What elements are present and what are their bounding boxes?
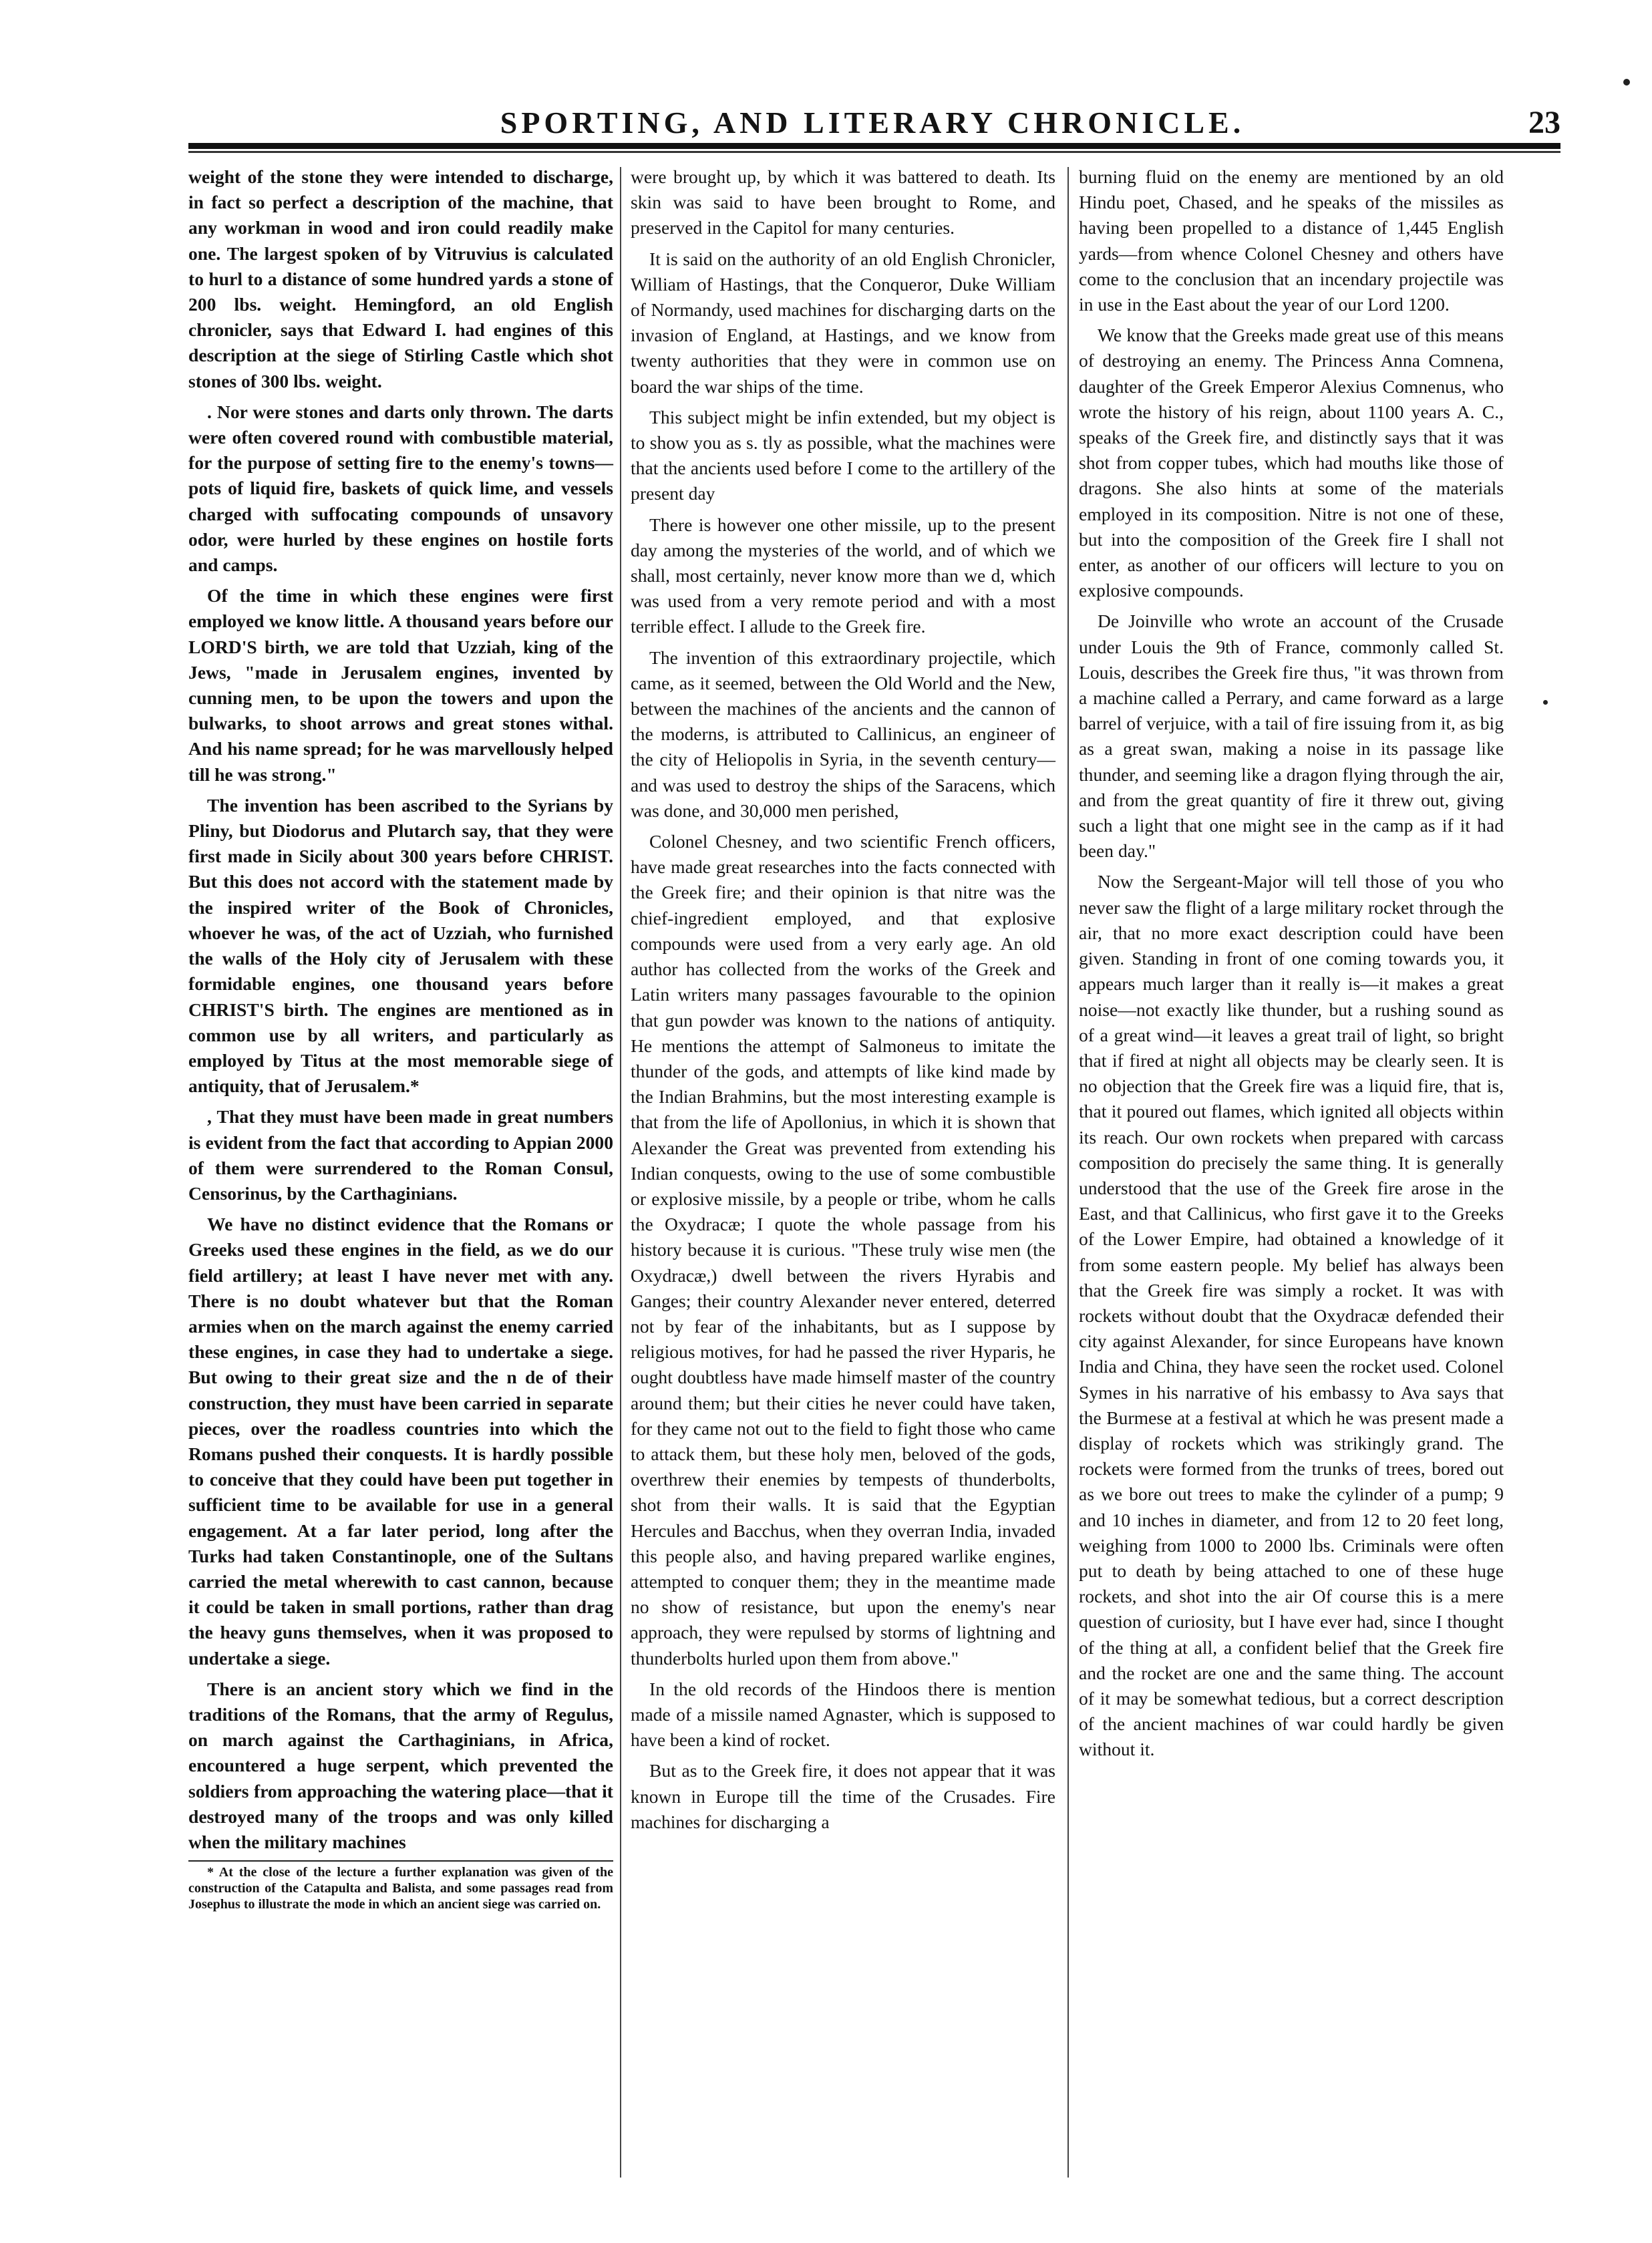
paragraph: Now the Sergeant-Major will tell those of you who never saw the flight of a large military rocket through the air, that no more exact description could have been given. Standing in front of one coming towards you, it appears much larger than it really is—it makes a great noise—not exactly like thunder, but a rushing sound as of a great wind—it leaves a great trail of light, so bright that if fired at night all objects may be clearly seen. It is no objection that the Greek fire was a liquid fire, that is, that it poured out flames, which ignited all objects within its reach. Our own rockets when prepared with carcass composition do precisely the same thing. It is generally understood that the use of the Greek fire arose in the East, and that Callinicus, who first gave it to the Greeks of the Lower Empire, had obtained a knowledge of it from some eastern people. My belief has always been that the Greek fire was simply a rocket. It was with rockets without doubt that the Oxydracæ defended their city against Alexander, for since Europeans have known India and China, they have seen the rocket used. Colonel Symes in his narrative of his embassy to Ava says that the Burmese at a festival at which he was present made a display of rockets which was strikingly grand. The rockets were formed from the trunks of trees, bored out as we bore out trees to make the cylinder of a pump; 9 and 10 inches in diameter, and from 12 to 20 feet long, weighing from 1000 to 2000 lbs. Criminals were often put to death by being attached to one of these huge rockets, and shot into the air Of course this is a mere question of curiosity, but I have ever had, since I thought of the thing at all, a confident belief that the Greek fire and the rocket are one and the same thing. The account of it may be somewhat tedious, but a correct description of the ancient machines of war could hardly be given without it. bbox=[1079, 871, 1504, 1760]
paragraph: De Joinville who wrote an account of the Crusade under Louis the 9th of France, commonly called St. Louis, describes the Greek fire thus, "it was thrown from a machine called a Perrary, and came forward as a large barrel of verjuice, with a tail of fire issuing from it, as big as a great swan, making a noise in its passage like thunder, and seeming like a dragon flying through the air, and from the great quantity of fire it threw out, giving such a light that one might see in the camp as if it had been day." bbox=[1079, 611, 1504, 862]
paragraph: This subject might be infin extended, but my object is to show you as s. tly as possible, what the machines were that the ancients used before I come to the artillery of the present day bbox=[631, 406, 1055, 504]
paragraph: Of the time in which these engines were first employed we know little. A thousand years before our LORD'S birth, we are told that Uzziah, king of the Jews, "made in Jerusalem engines, invented by cunning men, to be upon the towers and upon the bulwarks, to shoot arrows and great stones withal. And his name spread; for he was marvellously helped till he was strong." bbox=[188, 585, 613, 785]
paragraph: . Nor were stones and darts only thrown. The darts were often covered round with combustible material, for the purpose of setting fire to the enemy's towns—pots of liquid fire, baskets of quick lime, and vessels charged with suffocating compounds of unsavory odor, were hurled by these engines on hostile forts and camps. bbox=[188, 401, 613, 576]
paragraph: It is said on the authority of an old English Chronicler, William of Hastings, that the Conqueror, Duke William of Normandy, used machines for discharging darts on the invasion of England, at Hastings, and we know from twenty authorities that they were in common use on board the war ships of the time. bbox=[631, 248, 1055, 397]
column-3 bbox=[1079, 164, 1504, 1768]
header-rule-thin bbox=[188, 151, 1560, 153]
column-divider bbox=[1067, 167, 1069, 2178]
footnote-rule bbox=[188, 1860, 613, 1862]
column-1 bbox=[188, 164, 613, 1918]
paragraph: , That they must have been made in great numbers is evident from the fact that according to Appian 2000 of them were surrendered to the Roman Consul, Censorinus, by the Carthaginians. bbox=[188, 1106, 613, 1204]
running-title: SPORTING, AND LITERARY CHRONICLE. bbox=[500, 106, 1245, 140]
column-2 bbox=[631, 164, 1055, 1840]
paragraph: weight of the stone they were intended to discharge, in fact so perfect a description of the machine, that any workman in wood and iron could readily make one. The largest spoken of by Vitruvius is calculated to hurl to a distance of some hundred yards a stone of 200 lbs. weight. Hemingford, an old English chronicler, says that Edward I. had engines of this description at the siege of Stirling Castle which shot stones of 300 lbs. weight. bbox=[188, 166, 613, 391]
page-header bbox=[184, 102, 1560, 148]
paragraph: burning fluid on the enemy are mentioned by an old Hindu poet, Chased, and he speaks of the missiles as having been propelled to a distance of 1,445 English yards—from whence Colonel Chesney and others have come to the conclusion that an incendary projectile was in use in the East about the year of our Lord 1200. bbox=[1079, 166, 1504, 315]
paragraph: were brought up, by which it was battered to death. Its skin was said to have been brought to Rome, and preserved in the Capitol for many centuries. bbox=[631, 166, 1055, 238]
paragraph: There is an ancient story which we find in the traditions of the Romans, that the army of Regulus, on march against the Carthaginians, in Africa, encountered a huge serpent, which prevented the soldiers from approaching the watering place—that it destroyed many of the troops and was only killed when the military machines bbox=[188, 1678, 613, 1852]
paragraph: We know that the Greeks made great use of this means of destroying an enemy. The Princess Anna Comnena, daughter of the Greek Emperor Alexius Comnenus, who wrote the history of his reign, about 1100 years A. C., speaks of the Greek fire, and distinctly says that it was shot from copper tubes, which had mouths like those of dragons. She also hints at some of the materials employed in its composition. Nitre is not one of these, but into the composition of the Greek fire I shall not enter, as another of our officers will lecture to you on explosive compounds. bbox=[1079, 325, 1504, 601]
paragraph: We have no distinct evidence that the Romans or Greeks used these engines in the field, as we do our field artillery; at least I have never met with any. There is no doubt whatever but that the Roman armies when on the march against the enemy carried these engines, in case they had to undertake a siege. But owing to their great size and the n de of their construction, they must have been carried in separate pieces, over the roadless countries into which the Romans pushed their conquests. It is hardly possible to conceive that they could have been put together in sufficient time to be available for use in a general engagement. At a far later period, long after the Turks had taken Constantinople, one of the Sultans carried the metal wherewith to cast cannon, because it could be taken in small portions, rather than drag the heavy guns themselves, when it was proposed to undertake a siege. bbox=[188, 1214, 613, 1669]
paragraph: There is however one other missile, up to the present day among the mysteries of the world, and of which we shall, most certainly, never know more than we d, which was used from a very remote period and with a most terrible effect. I allude to the Greek fire. bbox=[631, 514, 1055, 637]
paragraph: Colonel Chesney, and two scientific French officers, have made great researches into the facts connected with the Greek fire; and their opinion is that nitre was the chief-ingredient employed, and that explosive compounds were used from a very early age. An old author has collected from the works of the Greek and Latin writers many passages favourable to the opinion that gun powder was known to the nations of antiquity. He mentions the attempt of Salmoneus to imitate the thunder of the gods, and attempts of like kind made by the Indian Brahmins, but the most interesting example is that from the life of Apollonius, in which it is shown that Alexander the Great was prevented from extending his Indian conquests, owing to the use of some combustible or explosive missile, by a people or tribe, whom he calls the Oxydracæ; I quote the whole passage from his history because it is curious. "These truly wise men (the Oxydracæ,) dwell between the rivers Hyrabis and Ganges; their country Alexander never entered, deterred not by fear of the inhabitants, but as I suppose by religious motives, for had he passed the river Hyparis, he ought doubtless have made himself master of the country around them; but their cities he never could have taken, for they came not out to the field to fight those who came to attack them, but these holy men, beloved of the gods, overthrew their enemies by tempests of thunderbolts, shot from their walls. It is said that the Egyptian Hercules and Bacchus, when they overran India, invaded this people also, and having prepared warlike engines, attempted to conquer them; they in the meantime made no show of resistance, but upon the enemy's near approach, they were repulsed by storms of lightning and thunderbolts hurled upon them from above." bbox=[631, 831, 1055, 1669]
header-rule bbox=[188, 143, 1560, 149]
page-number: 23 bbox=[1528, 105, 1560, 140]
footnote: * At the close of the lecture a further explanation was given of the construction of the Catapulta and Balista, and some passages read from Josephus to illustrate the mode in which an ancient siege was carried on. bbox=[188, 1865, 613, 1912]
paragraph: But as to the Greek fire, it does not appear that it was known in Europe till the time of the Crusades. Fire machines for discharging a bbox=[631, 1760, 1055, 1832]
paragraph: In the old records of the Hindoos there is mention made of a missile named Agnaster, which is supposed to have been a kind of rocket. bbox=[631, 1678, 1055, 1751]
paragraph: The invention of this extraordinary projectile, which came, as it seemed, between the Old World and the New, between the machines of the ancients and the cannon of the moderns, is attributed to Callinicus, an engineer of the city of Heliopolis in Syria, in the seventh century—and was used to destroy the ships of the Saracens, which was done, and 30,000 men perished, bbox=[631, 647, 1055, 821]
column-divider bbox=[620, 167, 621, 2178]
paragraph: The invention has been ascribed to the Syrians by Pliny, but Diodorus and Plutarch say, that they were first made in Sicily about 300 years before CHRIST. But this does not accord with the statement made by the inspired writer of the Book of Chronicles, whoever he was, of the act of Uzziah, who furnished the walls of the Holy city of Jerusalem with these formidable engines, one thousand years before CHRIST'S birth. The engines are mentioned as in common use by all writers, and particularly as employed by Titus at the most memorable siege of antiquity, that of Jerusalem.* bbox=[188, 794, 613, 1097]
scan-speck bbox=[1623, 79, 1630, 85]
scan-speck bbox=[1543, 700, 1548, 705]
